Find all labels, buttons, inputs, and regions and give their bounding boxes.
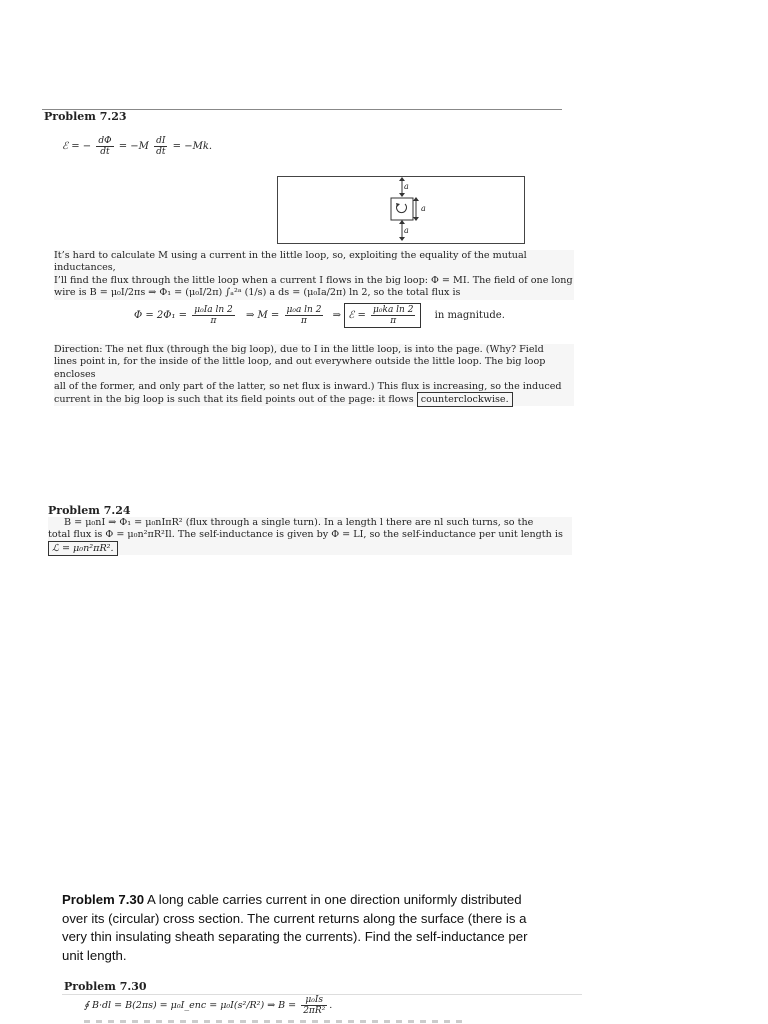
- problem-7-24-heading: Problem 7.24: [48, 504, 131, 517]
- label-a-right: a: [421, 204, 426, 213]
- amperes-law-line: ∮ B·dl = B(2πs) = μ₀I_enc = μ₀I(s²/R²) ⇒ B = $\frac{\text{μ₀Is}}{\text{2πR²}}$ .: [84, 995, 333, 1016]
- counterclockwise-answer: counterclockwise.: [417, 392, 513, 407]
- mutual-inductance-paragraph: [54, 250, 574, 300]
- result-equation: Φ = 2Φ₁ = $\frac{\text{μ₀Ia ln 2}}{\pi}$ ⇒ M = $\frac{\text{μ₀a ln 2}}{\pi}$ ⇒ ℰ = $\frac{\text{μ₀ka ln 2}}{\pi}$ in magnitude.: [134, 305, 505, 326]
- direction-paragraph: [54, 344, 574, 406]
- emf-equation: ℰ = − $\frac{d\Phi}{dt}$ = −M $\frac{dI}{dt}$ = −Mk.: [62, 136, 213, 157]
- para2-line-2: lines point in, for the inside of the little loop, and out everywhere outside the little loop. The big loop encloses: [54, 356, 546, 380]
- statement-line-2: over its (circular) cross section. The current returns along the surface (there is a: [62, 910, 527, 926]
- para1-line-2: I’ll find the flux through the little loop when a current I flows in the big loop: Φ = MI. The field of one long: [54, 274, 573, 286]
- para2-line-3: all of the former, and only part of the latter, so net flux is inward.) This flux is increasing, so the induced: [54, 381, 562, 393]
- para2-line-1: Direction: The net flux (through the big loop), due to I in the little loop, is into the page. (Why? Field: [54, 344, 544, 355]
- p724-line-1: B = μ₀nI ⇒ Φ₁ = μ₀nIπR² (flux through a single turn). In a length l there are nl such turns, so the: [64, 517, 534, 528]
- para1-line-3: wire is B = μ₀I/2πs ⇒ Φ₁ = (μ₀I/2π) ∫ₐ²ᵃ (1/s) a ds = (μ₀Ia/2π) ln 2, so the total flux is: [54, 287, 461, 299]
- problem-7-30-title: Problem 7.30: [62, 892, 145, 907]
- self-inductance-paragraph: [48, 517, 572, 555]
- label-a-bottom: a: [404, 226, 409, 235]
- p724-line-2: total flux is Φ = μ₀n²πR²Il. The self-inductance is given by Φ = LI, so the self-inductance per unit length is: [48, 529, 563, 541]
- cutoff-line-fragment: [84, 1020, 464, 1023]
- para2-line-4: current in the big loop is such that its field points out of the page: it flows counterclockwise.: [54, 394, 574, 406]
- statement-line-1: A long cable carries current in one direction uniformly distributed: [147, 892, 522, 907]
- problem-7-30-solution-heading: Problem 7.30: [64, 980, 147, 993]
- inductance-answer-box: ℒ = μ₀n²πR².: [48, 541, 118, 556]
- label-a-top: a: [404, 182, 409, 191]
- problem-7-30-statement: [62, 891, 562, 965]
- statement-line-3: very thin insulating sheath separating the currents). Find the self-inductance per: [62, 929, 528, 944]
- emf-answer-box: ℰ = $\frac{\text{μ₀ka ln 2}}{\pi}$: [344, 303, 421, 328]
- problem-7-23-heading: Problem 7.23: [44, 110, 127, 123]
- statement-line-4: unit length.: [62, 947, 127, 963]
- little-loop-diagram: [380, 176, 440, 242]
- para1-line-1: It’s hard to calculate M using a current in the little loop, so, exploiting the equality of the mutual inductances,: [54, 250, 527, 274]
